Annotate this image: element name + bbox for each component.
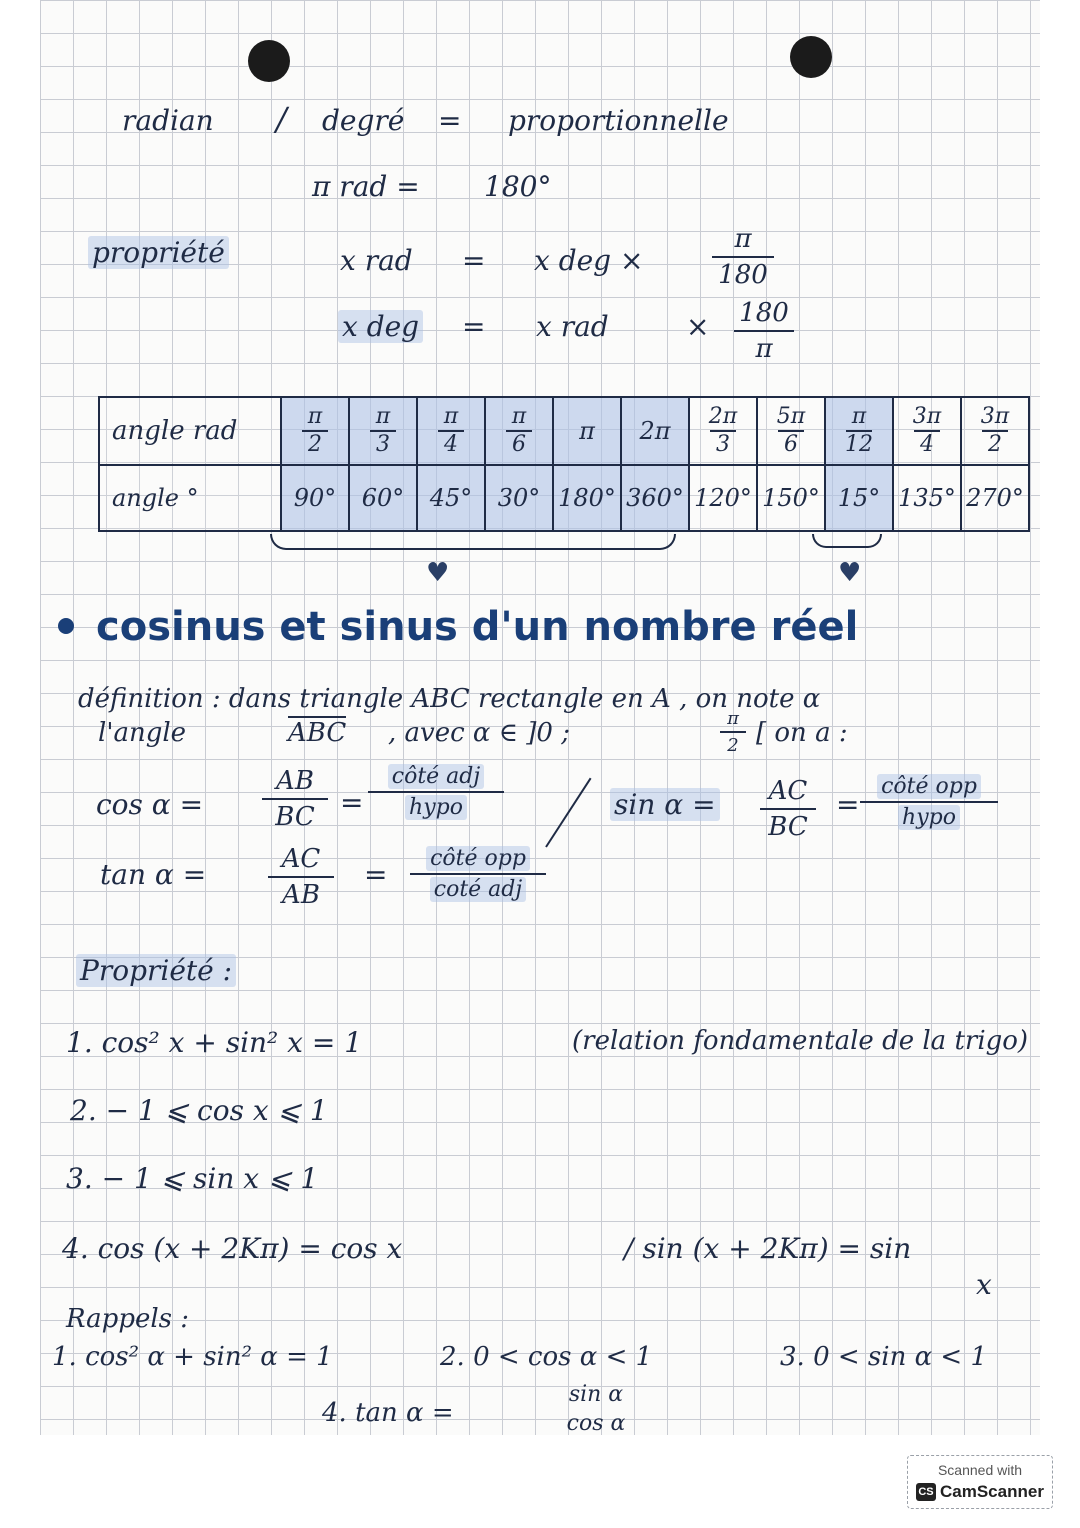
camscanner-logo-icon: CS bbox=[916, 1483, 936, 1501]
punch-hole-left bbox=[248, 40, 290, 82]
deg-cell: 45° bbox=[417, 465, 485, 531]
rad-cell: $\frac{2\pi}{3}$ bbox=[689, 397, 757, 465]
deg-cell: 15° bbox=[825, 465, 893, 531]
heart-icon: ♥ bbox=[838, 558, 862, 588]
rad-cell: $\frac{\pi}{3}$ bbox=[349, 397, 417, 465]
definition-on-a: [ on a : bbox=[756, 718, 848, 748]
rappel-4-num: sin α bbox=[568, 1382, 624, 1407]
propriete-2: 2. − 1 ⩽ cos x ⩽ 1 bbox=[70, 1094, 328, 1127]
section-title: cosinus et sinus d'un nombre réel bbox=[96, 604, 859, 650]
propriete-3: 3. − 1 ⩽ sin x ⩽ 1 bbox=[66, 1162, 319, 1195]
punch-hole-right bbox=[790, 36, 832, 78]
angle-table bbox=[98, 396, 1030, 532]
definition-angle-abc: ABC bbox=[288, 718, 347, 748]
conv1-mid: x deg × bbox=[534, 244, 644, 277]
deg-180-text: 180° bbox=[484, 170, 552, 203]
proprietes-label: Propriété : bbox=[76, 954, 236, 987]
brace-right-group bbox=[812, 534, 882, 548]
tan-equals-2: = bbox=[364, 858, 388, 891]
badge-line2 bbox=[916, 1482, 1044, 1502]
header-slash: / bbox=[276, 100, 287, 138]
deg-cell: 135° bbox=[893, 465, 961, 531]
definition-two: 2 bbox=[727, 735, 739, 756]
propriete-label: propriété bbox=[88, 236, 229, 269]
rappel-4-den: cos α bbox=[566, 1411, 626, 1434]
deg-cell: 180° bbox=[553, 465, 621, 531]
conv2-equals: = bbox=[462, 310, 486, 343]
sin-label: sin α = bbox=[610, 788, 720, 821]
definition-avec: , avec α ∈ ]0 ; bbox=[388, 718, 570, 748]
rappel-1: 1. cos² α + sin² α = 1 bbox=[52, 1342, 333, 1372]
conv2-fraction bbox=[734, 298, 794, 364]
rappel-4-fraction bbox=[548, 1382, 644, 1434]
conv1-left: x rad bbox=[340, 244, 413, 277]
conv2-times: × bbox=[686, 310, 710, 343]
label-degre: degré bbox=[322, 104, 405, 137]
definition-angle-word: l'angle bbox=[98, 718, 187, 748]
tan-den: AB bbox=[282, 880, 320, 910]
tan-label: tan α = bbox=[100, 858, 207, 891]
sin-num2: côté opp bbox=[877, 774, 981, 799]
label-radian: radian bbox=[122, 104, 214, 137]
definition-pi-over-2 bbox=[720, 708, 746, 756]
label-proportionnelle: proportionnelle bbox=[508, 104, 729, 137]
propriete-4b-x: x bbox=[976, 1268, 992, 1301]
brace-left-group bbox=[270, 534, 676, 550]
conv2-left: x deg bbox=[338, 310, 423, 343]
tan-num: AC bbox=[281, 844, 321, 874]
cos-fraction-1 bbox=[262, 766, 328, 832]
rappels-label: Rappels : bbox=[66, 1304, 190, 1334]
row-label-rad: angle rad bbox=[99, 397, 281, 465]
badge-line1: Scanned with bbox=[937, 1462, 1023, 1478]
sin-den2: hypo bbox=[898, 805, 960, 830]
rad-cell: $\frac{\pi}{4}$ bbox=[417, 397, 485, 465]
deg-cell: 30° bbox=[485, 465, 553, 531]
heart-icon: ♥ bbox=[426, 558, 450, 588]
pi-rad-text: π rad = bbox=[312, 170, 420, 203]
rad-cell: $\frac{5\pi}{6}$ bbox=[757, 397, 825, 465]
propriete-4: 4. cos (x + 2Kπ) = cos x bbox=[62, 1232, 403, 1265]
deg-cell: 150° bbox=[757, 465, 825, 531]
header-equals: = bbox=[438, 104, 462, 137]
cos-label: cos α = bbox=[96, 788, 204, 821]
deg-cell: 270° bbox=[961, 465, 1029, 531]
tan-num2: côté opp bbox=[426, 846, 530, 871]
sin-den: BC bbox=[768, 812, 808, 842]
conv1-fraction bbox=[712, 224, 774, 290]
rad-cell: 2π bbox=[621, 397, 689, 465]
cos-num: AB bbox=[276, 766, 314, 796]
sin-num: AC bbox=[768, 776, 808, 806]
conv2-den: π bbox=[755, 334, 773, 364]
cos-fraction-2 bbox=[368, 764, 504, 820]
camscanner-badge bbox=[907, 1455, 1053, 1509]
cos-den: BC bbox=[275, 802, 315, 832]
deg-cell: 120° bbox=[689, 465, 757, 531]
badge-brand: CamScanner bbox=[940, 1482, 1044, 1501]
tan-den2: coté adj bbox=[430, 877, 526, 902]
definition-line1: définition : dans triangle ABC rectangle en A , on note α bbox=[78, 684, 821, 714]
sin-equals-2: = bbox=[836, 788, 860, 821]
rad-cell: $\frac{\pi}{12}$ bbox=[825, 397, 893, 465]
tan-fraction-2 bbox=[410, 846, 546, 902]
conv1-den: 180 bbox=[718, 260, 768, 290]
conv1-equals: = bbox=[462, 244, 486, 277]
rappel-2: 2. 0 < cos α < 1 bbox=[440, 1342, 653, 1372]
definition-pi: π bbox=[727, 708, 739, 729]
sin-fraction-2 bbox=[860, 774, 998, 830]
rad-cell: $\frac{\pi}{2}$ bbox=[281, 397, 349, 465]
cos-equals-2: = bbox=[340, 786, 364, 819]
rappel-4: 4. tan α = bbox=[322, 1398, 454, 1428]
rad-cell: π bbox=[553, 397, 621, 465]
row-label-deg: angle ° bbox=[99, 465, 281, 531]
tan-fraction-1 bbox=[268, 844, 334, 910]
cos-num2: côté adj bbox=[388, 764, 484, 789]
deg-cell: 60° bbox=[349, 465, 417, 531]
sin-fraction-1 bbox=[760, 776, 816, 842]
rappel-3: 3. 0 < sin α < 1 bbox=[780, 1342, 988, 1372]
conv1-num: π bbox=[734, 224, 752, 254]
rad-cell: $\frac{\pi}{6}$ bbox=[485, 397, 553, 465]
conv2-num: 180 bbox=[739, 298, 789, 328]
deg-cell: 90° bbox=[281, 465, 349, 531]
cos-den2: hypo bbox=[405, 795, 467, 820]
propriete-1-note: (relation fondamentale de la trigo) bbox=[572, 1026, 1029, 1056]
deg-cell: 360° bbox=[621, 465, 689, 531]
propriete-4b: / sin (x + 2Kπ) = sin bbox=[624, 1232, 912, 1265]
conv2-mid: x rad bbox=[536, 310, 609, 343]
propriete-1: 1. cos² x + sin² x = 1 bbox=[66, 1026, 363, 1059]
rad-cell: $\frac{3\pi}{4}$ bbox=[893, 397, 961, 465]
bullet-icon bbox=[58, 618, 74, 634]
rad-cell: $\frac{3\pi}{2}$ bbox=[961, 397, 1029, 465]
